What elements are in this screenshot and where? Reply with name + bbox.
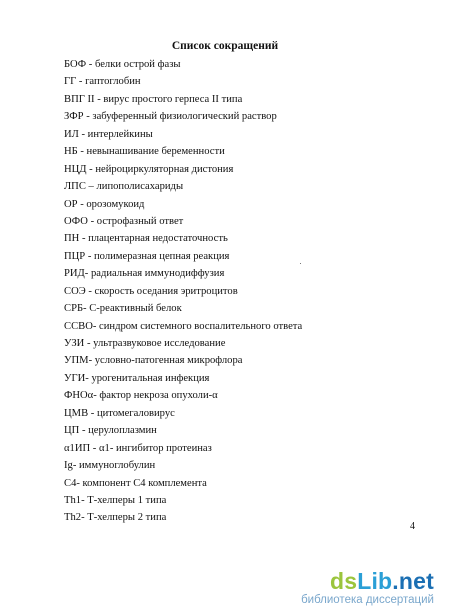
- abbreviation-entry: ПЦР - полимеразная цепная реакция: [64, 250, 230, 262]
- abbreviation-entry: СОЭ - скорость оседания эритроцитов: [64, 285, 238, 297]
- abbreviation-entry: С4- компонент С4 комплемента: [64, 477, 207, 489]
- abbreviation-entry: Ig- иммуноглобулин: [64, 460, 156, 472]
- abbreviation-entry: ОР - орозомукоид: [64, 198, 145, 210]
- dslib-logo[interactable]: [264, 568, 434, 594]
- abbreviation-entry: ЦП - церулоплазмин: [64, 425, 157, 437]
- abbreviation-entry: УЗИ - ультразвуковое исследование: [64, 338, 226, 349]
- abbreviation-entry: БОФ - белки острой фазы: [64, 59, 181, 70]
- abbreviation-entry: УПМ- условно-патогенная микрофлора: [64, 355, 243, 367]
- logo-part-net: .net: [392, 568, 434, 594]
- logo-part-lib: Lib: [357, 568, 393, 594]
- abbreviation-list: [64, 56, 434, 527]
- abbreviation-entry: ЗФР - забуференный физиологический раствор: [64, 111, 277, 123]
- document-title: Список сокращений: [171, 40, 279, 52]
- abbreviation-entry: ОФО - острофазный ответ: [64, 215, 184, 227]
- abbreviation-entry: ВПГ II - вирус простого герпеса II типа: [64, 93, 243, 105]
- abbreviation-entry: ПН - плацентарная недостаточность: [64, 233, 228, 245]
- logo-part-ds: ds: [329, 568, 358, 594]
- dslib-tagline: библиотека диссертаций: [301, 594, 434, 606]
- abbreviation-entry: ИЛ - интерлейкины: [64, 128, 153, 140]
- page-number: 4: [410, 521, 415, 532]
- abbreviation-entry: ЛПС – липополисахариды: [64, 181, 184, 193]
- abbreviation-entry: ГГ - гаптоглобин: [64, 76, 141, 88]
- abbreviation-entry: Th1- Т-хелперы 1 типа: [64, 494, 167, 506]
- abbreviation-entry: ССВО- синдром системного воспалительного ответа: [64, 320, 303, 332]
- dslib-watermark[interactable]: [264, 568, 434, 607]
- abbreviation-entry: УГИ- урогенитальная инфекция: [64, 372, 210, 384]
- abbreviation-entry: СРБ- С-реактивный белок: [64, 303, 182, 315]
- abbreviation-entry: ЦМВ - цитомегаловирус: [64, 407, 175, 419]
- abbreviation-entry: Th2- Т-хелперы 2 типа: [64, 512, 167, 524]
- abbreviation-entry: НЦД - нейроциркуляторная дистония: [64, 163, 234, 175]
- scan-speck: [300, 263, 301, 264]
- abbreviation-entry: НБ - невынашивание беременности: [64, 146, 225, 158]
- abbreviation-entry: РИД- радиальная иммунодиффузия: [64, 268, 225, 280]
- abbreviation-entry: ФНОα- фактор некроза опухоли-α: [64, 390, 218, 402]
- abbreviation-entry: α1ИП - α1- ингибитор протеиназ: [64, 442, 212, 454]
